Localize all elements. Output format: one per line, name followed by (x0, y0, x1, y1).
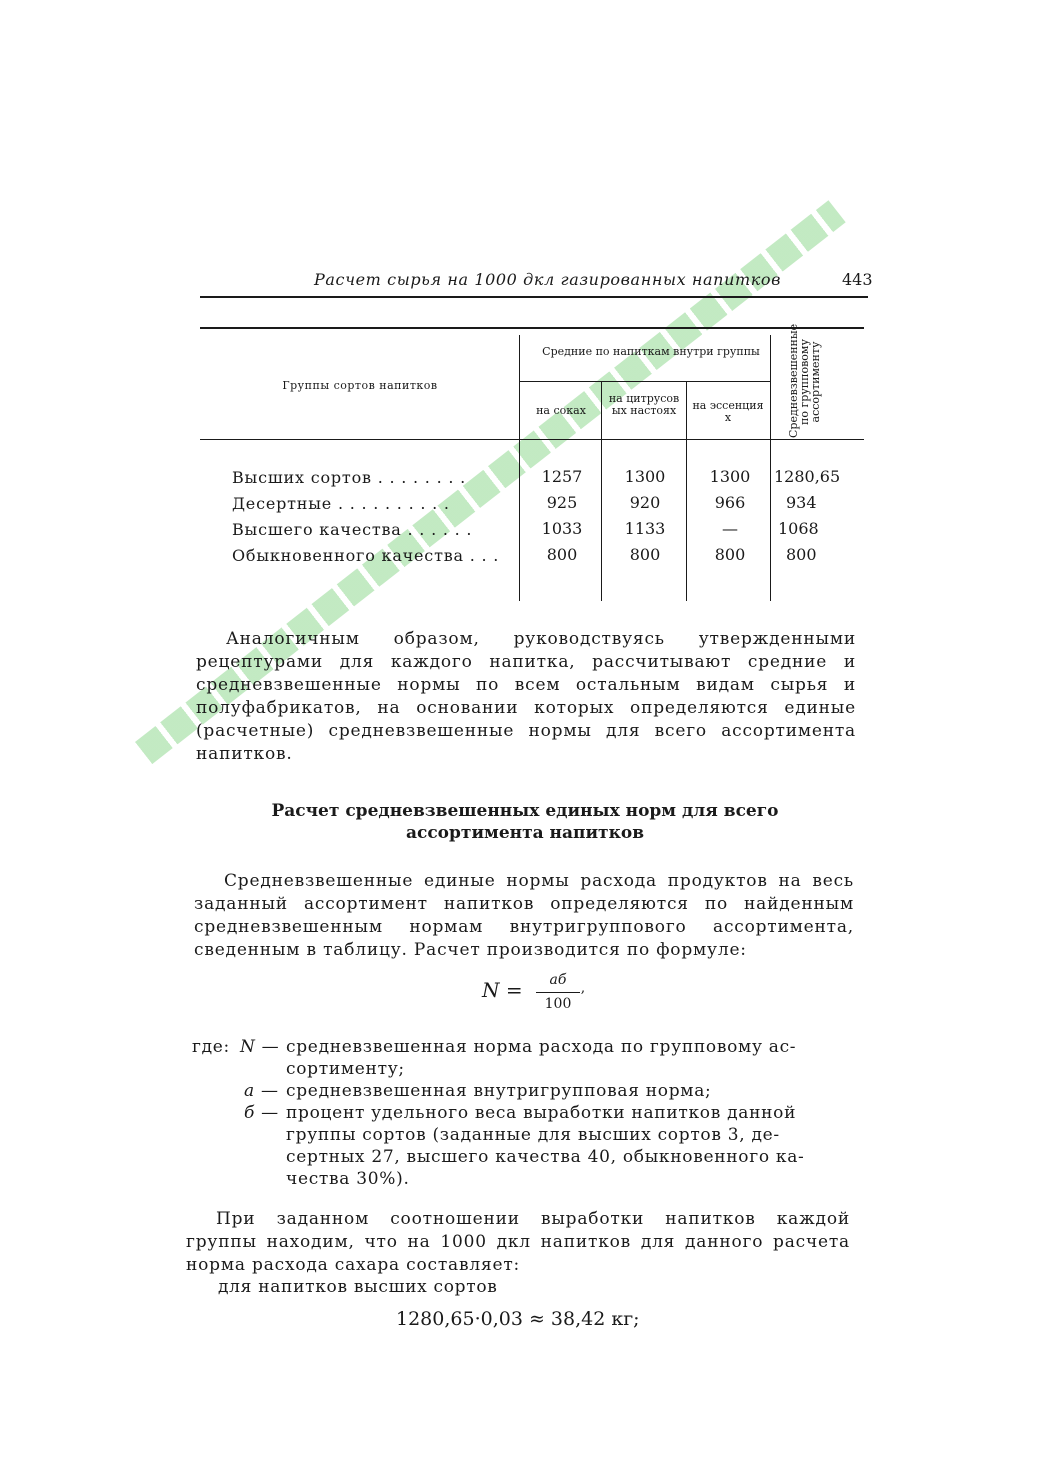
paragraph-analogous (196, 628, 856, 766)
definition-text-b: процент удельного веса выработки напитков данной (286, 1103, 797, 1123)
fraction-bar (536, 992, 580, 993)
group-column-header: Группы сортов напитков (282, 379, 438, 392)
paragraph-text: При заданном соотношении выработки напитков каждой группы находим, что на 1000 дкл напитков для данного расчета норма расхода сахара составляет: (186, 1209, 850, 1275)
table-cell: 966 (714, 493, 746, 512)
paragraph-sugar-norm (186, 1208, 850, 1277)
definition-where: где: (192, 1037, 230, 1057)
avg-header-rule (520, 381, 770, 382)
table-cell: 1300 (624, 467, 666, 486)
section-heading-line2: ассортимента напитков (405, 823, 645, 843)
definition-symbol-b: б — (244, 1103, 279, 1123)
table-cell: 1300 (709, 467, 751, 486)
essence-column-header: на эссенциях (692, 399, 764, 424)
definition-text-b-cont3: чества 30%). (286, 1169, 410, 1189)
running-header-title: Расчет сырья на 1000 дкл газированных напитков (314, 270, 782, 289)
row-label-3: Высшего качества . . . . . . (232, 520, 473, 539)
table-cell: 925 (546, 493, 578, 512)
table-cell: 1280,65 (774, 467, 841, 486)
weighted-column-header: Средневзвешенные по групповому ассортименту (787, 323, 822, 438)
formula-sugar-calculation: 1280,65·0,03 ≈ 38,42 кг; (396, 1308, 640, 1330)
avg-column-header: Средние по напиткам внутри группы (542, 345, 760, 358)
formula-denominator: 100 (544, 996, 572, 1012)
paragraph-text: Аналогичным образом, руководствуясь утвержденными рецептурами для каждого напитка, рассчитывают средние и средневзвешенные нормы по всем остальным видам сырья и полуфабрикатов, на основании которых определяются единые (расчетные) средневзвешенные нормы для всего ассортимента напитков. (196, 629, 856, 764)
definition-text-b-cont2: сертных 27, высшего качества 40, обыкновенного ка- (286, 1147, 805, 1167)
table-top-rule (200, 327, 864, 329)
formula-trail: , (580, 980, 586, 996)
formula-numerator: аб (549, 972, 567, 988)
row-label-2: Десертные . . . . . . . . . . (232, 494, 450, 513)
col-divider-3 (686, 382, 687, 601)
definition-symbol-n: N — (240, 1037, 280, 1057)
paragraph-tail: для напитков высших сортов (218, 1277, 498, 1297)
definition-text-b-cont1: группы сортов (заданные для высших сортов 3, де- (286, 1125, 780, 1145)
table-cell: 1133 (624, 519, 666, 538)
table-cell: — (722, 519, 738, 538)
formula-lhs: N = (482, 978, 523, 1002)
table-cell: 800 (546, 545, 578, 564)
definition-text-a: средневзвешенная внутригрупповая норма; (286, 1081, 712, 1101)
row-label-4: Обыкновенного качества . . . (232, 546, 500, 565)
header-rule (200, 296, 868, 298)
table-cell: 1033 (541, 519, 583, 538)
section-heading-line1: Расчет средневзвешенных единых норм для всего (271, 801, 779, 821)
paragraph-text: Средневзвешенные единые нормы расхода продуктов на весь заданный ассортимент напитков определяются по найденным средневзвешенным нормам внутригруппового ассортимента, сведенным в таблицу. Расчет производится по формуле: (194, 871, 854, 960)
definition-symbol-a: а — (244, 1081, 279, 1101)
row-label-1: Высших сортов . . . . . . . . (232, 468, 467, 487)
table-cell: 934 (786, 493, 817, 512)
table-header-bottom-rule (200, 439, 864, 440)
juices-column-header: на соках (536, 404, 586, 417)
definition-text-n: средневзвешенная норма расхода по групповому ас- (286, 1037, 797, 1057)
table-cell: 800 (786, 545, 817, 564)
paragraph-weighted-norms (194, 870, 854, 962)
citrus-column-header: на цитрусовых настоях (608, 392, 680, 417)
col-divider-4 (770, 335, 771, 601)
table-cell: 800 (629, 545, 661, 564)
table-cell: 1068 (778, 519, 819, 538)
definition-text-n-cont: сортименту; (286, 1059, 405, 1079)
table-cell: 800 (714, 545, 746, 564)
col-divider-2 (601, 382, 602, 601)
table-cell: 920 (629, 493, 661, 512)
table-cell: 1257 (541, 467, 583, 486)
page-number: 443 (842, 270, 873, 289)
